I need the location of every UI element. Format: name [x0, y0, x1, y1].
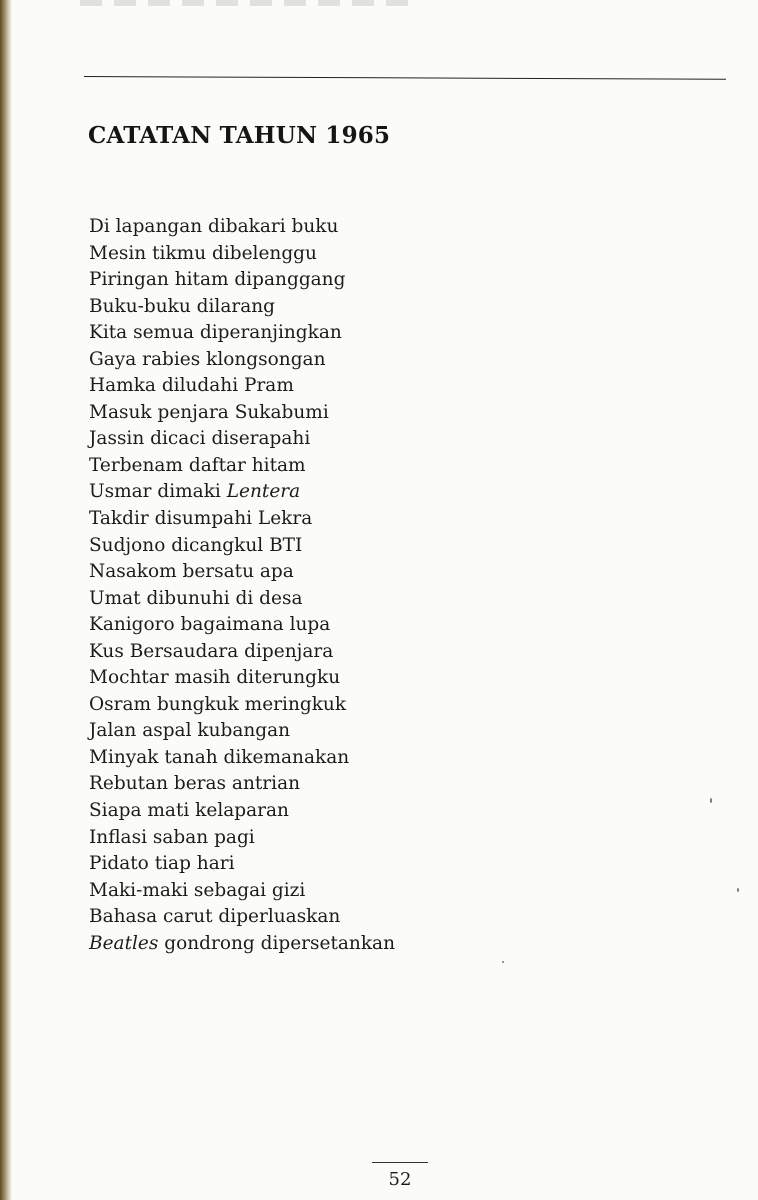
previous-page-bleed: [80, 0, 410, 6]
poem-line: [89, 665, 649, 692]
poem-body: [89, 214, 649, 957]
poem-line: [89, 851, 649, 878]
poem-line-text: Umat dibunuhi di desa: [89, 587, 303, 609]
poem-line-text: Jalan aspal kubangan: [89, 720, 291, 742]
poem-line-text: Osram bungkuk meringkuk: [89, 693, 347, 715]
poem-line: [89, 771, 649, 798]
poem-line: [89, 533, 649, 560]
poem-line-text: Piringan hitam dipanggang: [89, 269, 346, 291]
poem-line-text: Minyak tanah dikemanakan: [89, 746, 350, 768]
poem-line: [89, 878, 649, 905]
poem-line-text: Mochtar masih diterungku: [89, 667, 341, 689]
poem-line: [89, 214, 649, 241]
poem-line-text: Maki-maki sebagai gizi: [89, 879, 306, 901]
poem-line-text: Gaya rabies klongsongan: [89, 348, 326, 370]
poem-line: [89, 347, 649, 374]
poem-line-text: Usmar dimaki: [89, 481, 227, 503]
poem-line-text: Rebutan beras antrian: [89, 773, 301, 795]
poem-line: [89, 400, 649, 427]
poem-line: [89, 586, 649, 613]
poem-line-text: Inflasi saban pagi: [89, 826, 255, 848]
poem-line: [89, 320, 649, 347]
paper-speck: [737, 888, 739, 892]
poem-line-text: Mesin tikmu dibelenggu: [89, 242, 317, 264]
poem-line: [89, 639, 649, 666]
poem-line-italic-text: Lentera: [226, 481, 301, 503]
poem-line-text: Terbenam daftar hitam: [89, 454, 306, 476]
poem-line: [89, 267, 649, 294]
poem-line-text: Pidato tiap hari: [89, 853, 235, 875]
paper-speck: [710, 798, 712, 803]
poem-line-text: Di lapangan dibakari buku: [89, 216, 339, 237]
poem-line-text: Jassin dicaci diserapahi: [89, 428, 311, 450]
poem-line: [89, 506, 649, 533]
poem-line-text: Nasakom bersatu apa: [89, 561, 294, 583]
header-rule: [84, 76, 726, 80]
poem-line: [89, 559, 649, 586]
poem-line: [89, 294, 649, 321]
poem-line-italic-text: Beatles: [89, 932, 159, 954]
poem-line: [89, 479, 649, 506]
poem-line-text: gondrong dipersetankan: [158, 932, 395, 954]
poem-line-text: Kus Bersaudara dipenjara: [89, 640, 334, 662]
poem-line: [89, 453, 649, 480]
poem-line: [89, 931, 649, 958]
poem-line-text: Kanigoro bagaimana lupa: [89, 614, 331, 636]
poem-line-text: Buku-buku dilarang: [89, 295, 275, 317]
poem-line-text: Kita semua diperanjingkan: [89, 322, 342, 344]
poem-line: [89, 426, 649, 453]
poem-line: [89, 798, 649, 825]
poem-line: [89, 825, 649, 852]
poem-line-text: Hamka diludahi Pram: [89, 375, 294, 397]
poem-line: [89, 692, 649, 719]
poem-line: [89, 373, 649, 400]
poem-title: CATATAN TAHUN 1965: [88, 122, 391, 149]
binding-edge: [0, 0, 12, 1200]
poem-line: [89, 718, 649, 745]
page-number: 52: [388, 1169, 412, 1190]
poem-line-text: Takdir disumpahi Lekra: [89, 508, 313, 530]
footer-rule: [372, 1162, 428, 1163]
poem-line-text: Bahasa carut diperluaskan: [89, 906, 341, 928]
poem-line-text: Sudjono dicangkul BTI: [89, 534, 303, 556]
poem-line-text: Siapa mati kelaparan: [89, 800, 289, 822]
paper-speck: [502, 961, 504, 963]
poem-line: [89, 612, 649, 639]
poem-line: [89, 904, 649, 931]
poem-line-text: Masuk penjara Sukabumi: [89, 401, 329, 423]
poem-line: [89, 745, 649, 772]
poem-line: [89, 241, 649, 268]
